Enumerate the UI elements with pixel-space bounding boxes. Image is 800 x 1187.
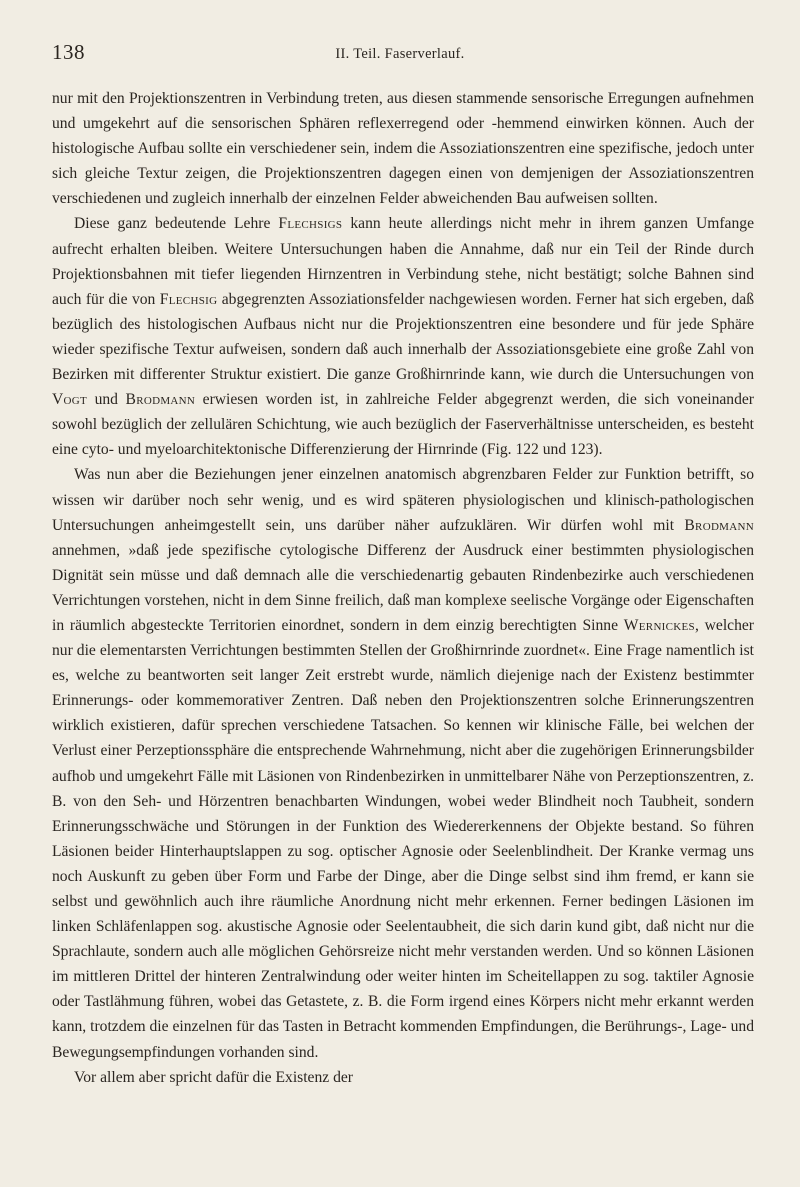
text-run: Diese ganz bedeutende Lehre (74, 215, 279, 233)
text-run: abgegrenzten Assoziationsfelder nachgewiesen worden. Ferner hat sich ergeben, daß bezüglich des histologischen Aufbaus nicht nur die Projektionszentren eine besondere und für jede Sphäre wieder spezifische Textur aufweisen, sondern daß auch innerhalb der Assoziationsgebiete eine große Zahl von Bezirken mit differenter Struktur existiert. Die ganze Großhirnrinde kann, wie durch die Untersuchungen von (52, 290, 754, 384)
text-run: , welcher nur die elementarsten Verrichtungen bestimmten Stellen der Großhirnrinde zuordnet«. Eine Frage namentlich ist es, welche zu beantworten seit langer Zeit erstrebt wurde, nämlich diejenige nach der Existenz bestimmter Erinnerungs- oder kommemorativer Zentren. Daß neben den Projektionszentren solche Erinnerungszentren wirklich existieren, dafür sprechen verschiedene Tatsachen. So kennen wir klinische Fälle, bei welchen der Verlust einer Perzeptionssphäre die entsprechende Wahrnehmung, nicht aber die zugehörigen Erinnerungsbilder aufhob und umgekehrt Fälle mit Läsionen von Rindenbezirken in unmittelbarer Nähe von Perzeptionszentren, z. B. von den Seh- und Hörzentren benachbarten Windungen, wobei weder Blindheit noch Taubheit, sondern Erinnerungsschwäche und Störungen in der Funktion des Wiedererkennens der Objekte bestand. So führen Läsionen beider Hinterhauptslappen zu sog. optischer Agnosie oder Seelenblindheit. Der Kranke vermag uns noch Auskunft zu geben über Form und Farbe der Dinge, aber die Dinge selbst sind ihm fremd, er kann sie selbst und gewöhnlich auch ihre räumliche Anordnung nicht mehr erkennen. Ferner bedingen Läsionen im linken Schläfenlappen sog. akustische Agnosie oder Seelentaubheit, die sich darin kund gibt, daß nicht nur die Sprachlaute, sondern auch alle möglichen Gehörsreize nicht mehr verstanden werden. Und so können Läsionen im mittleren Drittel der hinteren Zentralwindung oder weiter hinten im Scheitellappen zu sog. taktiler Agnosie oder Tastlähmung führen, wobei das Getastete, z. B. die Form irgend eines Körpers nicht mehr erkannt werden kann, trotzdem die einzelnen für das Tasten in Betracht kommenden Empfindungen, die Berührungs-, Lage- und Bewegungsempfindungen vorhanden sind. (52, 616, 754, 1061)
author-name: Brodmann (684, 516, 754, 534)
text-run: nur mit den Projektionszentren in Verbindung treten, aus diesen stammende sensorische Erregungen aufnehmen und umgekehrt auf die sensorischen Sphären reflexerregend oder -hemmend einwirken können. Auch der histologische Aufbau sollte ein verschiedener sein, indem die Assoziationszentren eine spezifische, jedoch unter sich gleiche Textur zeigen, die Projektionszentren dagegen einen von demjenigen der Assoziationszentren verschiedenen und zugleich innerhalb der einzelnen Felder abweichenden Bau aufweisen sollten. (52, 90, 754, 208)
text-run: Was nun aber die Beziehungen jener einzelnen anatomisch abgrenzbaren Felder zur Funktion betrifft, so wissen wir darüber noch sehr wenig, und es wird späteren physiologischen und klinisch-pathologischen Untersuchungen anheimgestellt sein, uns darüber näher aufzuklären. Wir dürfen wohl mit (52, 466, 754, 534)
page-number: 138 (52, 40, 85, 64)
author-name: Brodmann (125, 391, 196, 409)
paragraph (52, 86, 754, 211)
author-name: Flechsigs (278, 215, 343, 233)
paragraph (52, 211, 754, 462)
paragraph (52, 462, 754, 1064)
page-header (50, 40, 750, 70)
author-name: Vogt (52, 391, 88, 409)
text-run: Vor allem aber spricht dafür die Existenz der (74, 1068, 353, 1086)
author-name: Wernickes (623, 616, 695, 634)
paragraph (52, 1065, 754, 1090)
text-run: erwiesen worden ist, in zahlreiche Felder abgegrenzt werden, die sich voneinander sowohl bezüglich der zellulären Schichtung, wie auch bezüglich der Faserverhältnisse unterscheiden, es besteht eine cyto- und myeloarchitektonische Differenzierung der Hirnrinde (Fig. 122 und 123). (52, 391, 755, 459)
body-text (52, 86, 754, 1090)
running-head: II. Teil. Faserverlauf. (335, 46, 465, 62)
text-run: kann heute allerdings nicht mehr in ihrem ganzen Umfange aufrecht erhalten bleiben. Weitere Untersuchungen haben die Annahme, daß nur ein Teil der Rinde durch Projektionsbahnen mit tiefer liegenden Hirnzentren in Verbindung stehe, nicht bestätigt; solche Bahnen sind auch für die von (52, 215, 754, 308)
text-run: und (87, 391, 126, 409)
author-name: Flechsig (159, 290, 218, 308)
text-run: annehmen, »daß jede spezifische cytologische Differenz der Ausdruck einer bestimmten physiologischen Dignität sein müsse und daß demnach alle die verschiedenartig gebauten Rindenbezirke auch verschiedenen Verrichtungen vorstehen, nicht in dem Sinne freilich, daß man komplexe seelische Vorgänge oder Eigenschaften in räumlich abgesteckte Territorien einordnet, sondern in dem einzig berechtigten Sinne (52, 541, 754, 634)
